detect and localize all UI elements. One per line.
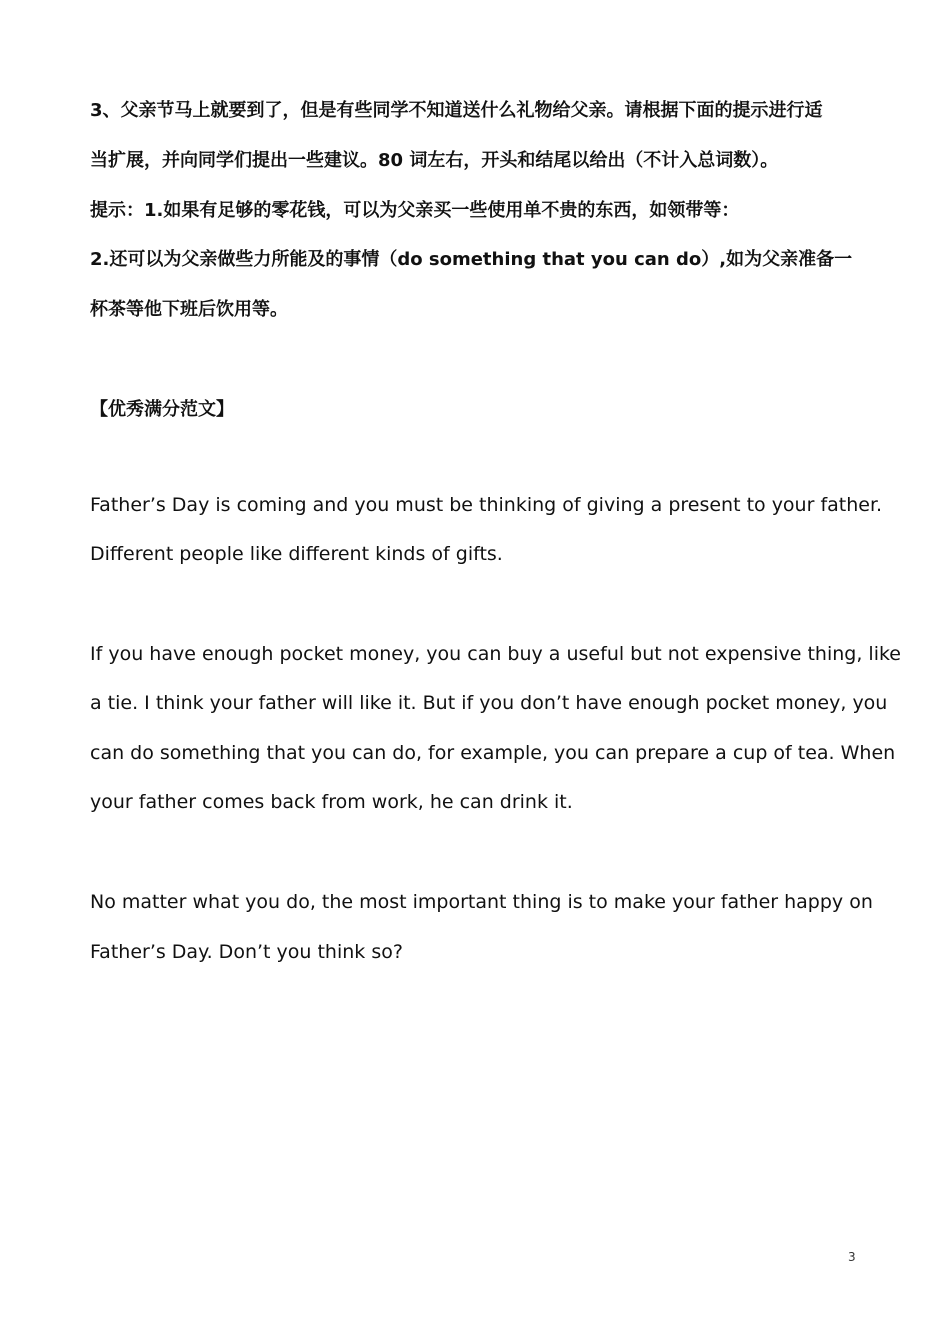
essay-line: If you have enough pocket money, you can buy a useful but not expensive thing, like — [90, 643, 901, 665]
essay-line: your father comes back from work, he can drink it. — [90, 791, 573, 813]
essay-line: No matter what you do, the most important thing is to make your father happy on — [90, 891, 873, 913]
essay-line: a tie. I think your father will like it. But if you don’t have enough pocket money, you — [90, 692, 888, 714]
task-line: 3、父亲节马上就要到了，但是有些同学不知道送什么礼物给父亲。请根据下面的提示进行适 — [90, 100, 823, 121]
task-line: 杯茶等他下班后饮用等。 — [90, 299, 288, 320]
page-number: 3 — [848, 1250, 856, 1264]
essay-line: Father’s Day. Don’t you think so? — [90, 941, 403, 963]
task-line: 当扩展，并向同学们提出一些建议。80 词左右，开头和结尾以给出（不计入总词数）。 — [90, 150, 779, 171]
task-line: 2.还可以为父亲做些力所能及的事情（do something that you can do）,如为父亲准备一 — [90, 249, 853, 270]
section-heading: 【优秀满分范文】 — [90, 399, 234, 420]
essay-line: Father’s Day is coming and you must be thinking of giving a present to your father. — [90, 494, 883, 516]
essay-line: Different people like different kinds of gifts. — [90, 543, 503, 565]
task-line: 提示：1.如果有足够的零花钱，可以为父亲买一些使用单不贵的东西，如领带等： — [90, 200, 740, 221]
essay-line: can do something that you can do, for example, you can prepare a cup of tea. When — [90, 742, 896, 764]
